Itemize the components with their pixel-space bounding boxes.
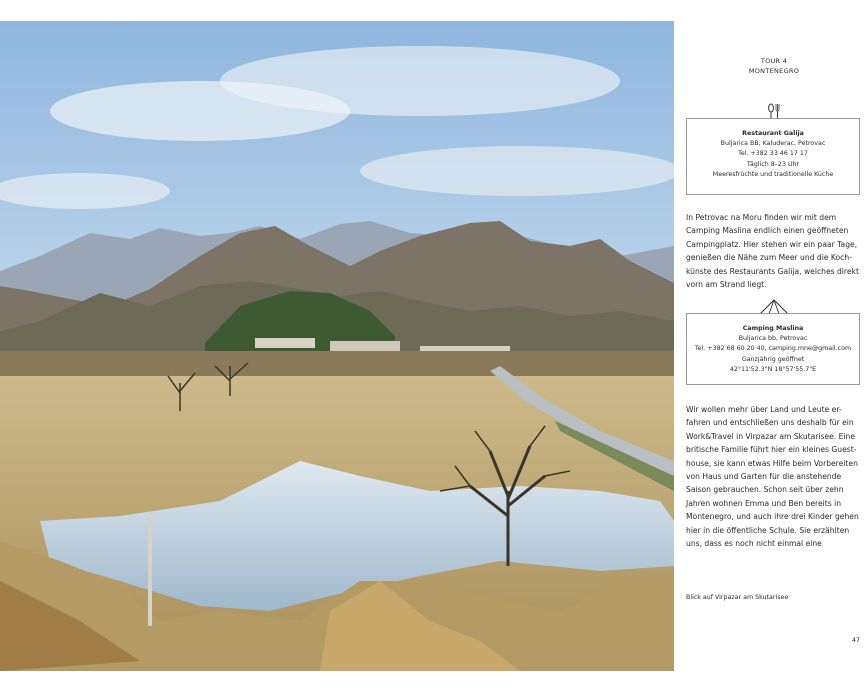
text-line: britische Familie führt hier ein kleines Guest- [686, 445, 857, 455]
text-line: Campingplatz. Hier stehen wir ein paar Tage, [686, 239, 858, 249]
camping-coordinates: 42°11'52.3"N 18°57'55.7"E [729, 365, 817, 373]
page-number: 47 [851, 637, 860, 644]
paragraph-2 [686, 403, 862, 550]
text-line: Saison gebrauchen. Schon seit über zehn [686, 485, 844, 495]
tour-header [686, 56, 862, 76]
camping-contact: Tel. +382 68 60 20 40, camping.mne@gmail.com [694, 345, 852, 353]
landscape-photo [0, 21, 674, 671]
text-line: künste des Restaurants Galija, welches direkt [686, 266, 859, 276]
text-line: vorn am Strand liegt. [686, 280, 767, 290]
text-line: Camping Maslina endlich einen geöffneten [686, 226, 849, 236]
photo-caption: Blick auf Virpazar am Skutarisee [686, 594, 789, 601]
text-line: genießen die Nähe zum Meer und die Koch- [686, 253, 852, 263]
text-line: hier in die öffentliche Schule. Sie erzählten [686, 525, 850, 535]
text-line: uns, dass es noch nicht einmal eine [686, 539, 822, 549]
tour-number: TOUR 4 [760, 57, 788, 65]
restaurant-phone: Tel. +382 33 46 17 17 [738, 150, 808, 158]
text-line: Montenegro, und auch ihre drei Kinder gehen [686, 512, 859, 522]
camping-address: Buljarica bb, Petrovac [738, 335, 808, 343]
text-line: Wir wollen mehr über Land und Leute er- [686, 405, 842, 414]
sidebar-column [686, 0, 862, 691]
restaurant-cuisine: Meeresfrüchte und traditionelle Küche [712, 170, 834, 178]
camping-season: Ganzjährig geöffnet [741, 355, 805, 363]
text-line: In Petrovac na Moru finden wir mit dem [686, 213, 837, 222]
restaurant-name: Restaurant Galija [742, 130, 804, 137]
text-line: Jahren wohnen Emma und Ben bereits in [686, 498, 842, 508]
tour-region: MONTENEGRO [748, 67, 800, 75]
text-line: house, sie kann etwas Hilfe beim Vorbereiten [686, 458, 858, 468]
restaurant-info-box [686, 118, 860, 195]
restaurant-address: Buljarica BB, Kaluderac, Petrovac [720, 140, 826, 148]
text-line: Work&Travel in Virpazar am Skutarisee. Eine [686, 431, 856, 441]
camping-info-box [686, 313, 860, 385]
text-line: fahren und entschließen uns deshalb für ein [686, 418, 854, 428]
paragraph-1 [686, 211, 862, 291]
restaurant-hours: Täglich 8–23 Uhr [746, 160, 800, 168]
text-line: von Haus und Garten für die anstehende [686, 472, 842, 482]
camping-name: Camping Maslina [742, 325, 804, 332]
